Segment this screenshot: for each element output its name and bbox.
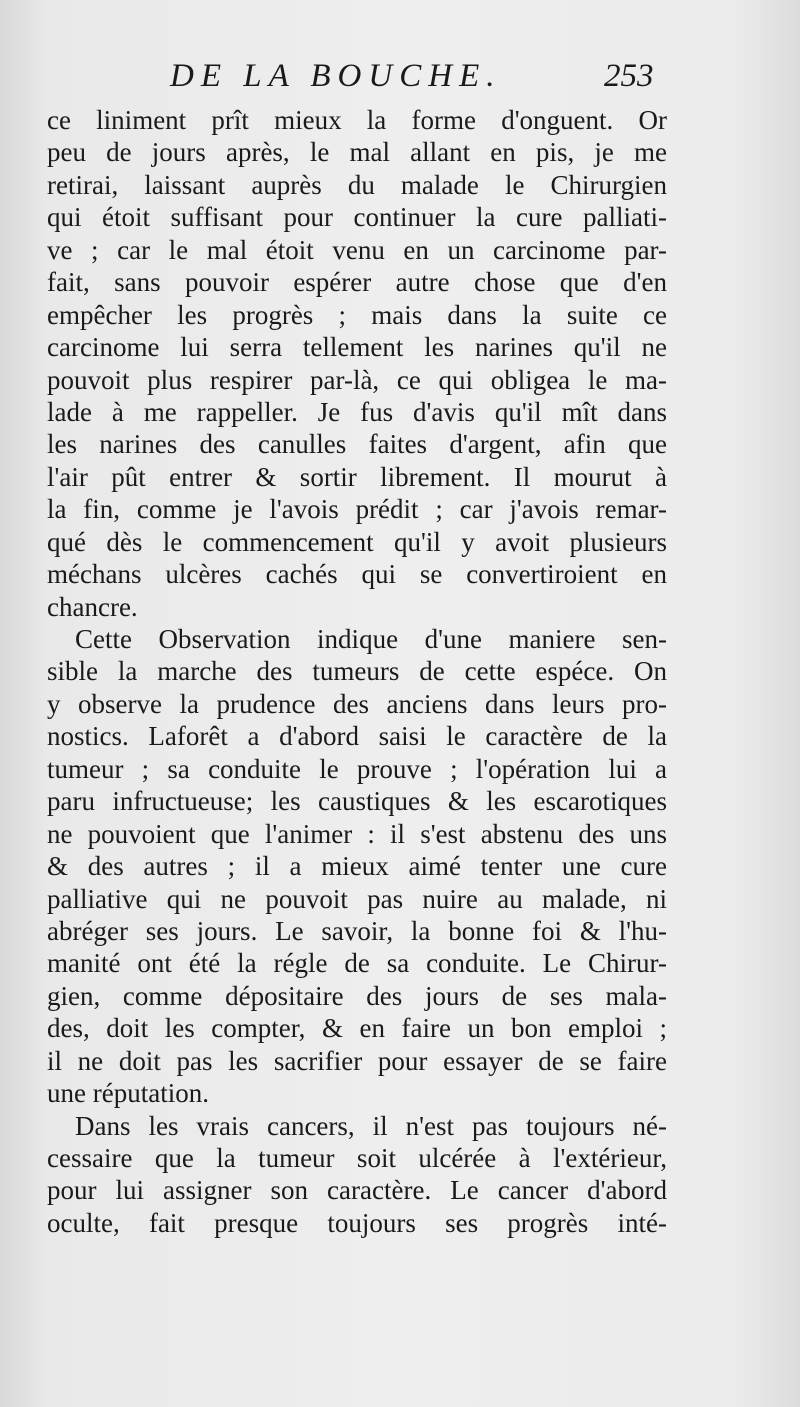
text-line: y observe la prudence des anciens dans leurs pro- xyxy=(47,688,667,719)
text-line: des, doit les compter, & en faire un bon emploi ; xyxy=(47,1013,667,1044)
text-line: peu de jours après, le mal allant en pis, je me xyxy=(47,137,667,168)
text-line: gien, comme dépositaire des jours de ses mala- xyxy=(47,980,667,1011)
paragraph xyxy=(47,104,667,623)
text-line: tumeur ; sa conduite le prouve ; l'opération lui a xyxy=(47,753,667,784)
text-line: les narines des canulles faites d'argent, afin que xyxy=(47,429,667,460)
text-line: Cette Observation indique d'une maniere sen- xyxy=(75,624,667,654)
body-text xyxy=(47,104,667,1239)
text-line: abréger ses jours. Le savoir, la bonne foi & l'hu- xyxy=(47,915,667,946)
running-head xyxy=(0,58,800,98)
text-line: pouvoit plus respirer par-là, ce qui obligea le ma- xyxy=(47,364,667,395)
text-line: nostics. Laforêt a d'abord saisi le caractère de la xyxy=(47,721,667,752)
text-line: paru infructueuse; les caustiques & les escarotiques xyxy=(47,786,667,817)
text-line: retirai, laissant auprès du malade le Chirurgien xyxy=(47,169,667,200)
text-line: l'air pût entrer & sortir librement. Il mourut à xyxy=(47,461,667,492)
text-line: ve ; car le mal étoit venu en un carcinome par- xyxy=(47,234,667,265)
text-line: ne pouvoient que l'animer : il s'est abstenu des uns xyxy=(47,818,667,849)
text-line: il ne doit pas les sacrifier pour essayer de se faire xyxy=(47,1045,667,1076)
text-line: cessaire que la tumeur soit ulcérée à l'extérieur, xyxy=(47,1143,667,1173)
text-line: Dans les vrais cancers, il n'est pas toujours né- xyxy=(75,1110,667,1141)
text-line: une réputation. xyxy=(47,1078,209,1109)
text-line: sible la marche des tumeurs de cette espéce. On xyxy=(47,656,667,687)
text-line: palliative qui ne pouvoit pas nuire au malade, ni xyxy=(47,883,667,914)
text-line: lade à me rappeller. Je fus d'avis qu'il mît dans xyxy=(47,396,667,427)
text-line: méchans ulcères cachés qui se convertiroient en xyxy=(47,559,667,590)
paragraph xyxy=(47,623,667,1110)
paragraph xyxy=(47,1110,667,1240)
text-line: chancre. xyxy=(47,591,138,622)
text-line: & des autres ; il a mieux aimé tenter une cure xyxy=(47,851,667,882)
text-line: ce liniment prît mieux la forme d'onguent. Or xyxy=(47,105,667,135)
text-line: qué dès le commencement qu'il y avoit plusieurs xyxy=(47,526,667,557)
text-line: fait, sans pouvoir espérer autre chose que d'en xyxy=(47,267,667,298)
running-head-title: DE LA BOUCHE. xyxy=(170,58,502,94)
text-line: empêcher les progrès ; mais dans la suite ce xyxy=(47,299,667,330)
text-line: pour lui assigner son caractère. Le cancer d'abord xyxy=(47,1175,667,1206)
text-line: oculte, fait presque toujours ses progrès inté- xyxy=(47,1207,667,1238)
text-line: carcinome lui serra tellement les narines qu'il ne xyxy=(47,332,667,363)
text-line: manité ont été la régle de sa conduite. Le Chirur- xyxy=(47,948,667,979)
text-line: la fin, comme je l'avois prédit ; car j'avois remar- xyxy=(47,494,667,525)
text-line: qui étoit suffisant pour continuer la cure palliati- xyxy=(47,202,667,233)
page-number: 253 xyxy=(604,58,654,94)
